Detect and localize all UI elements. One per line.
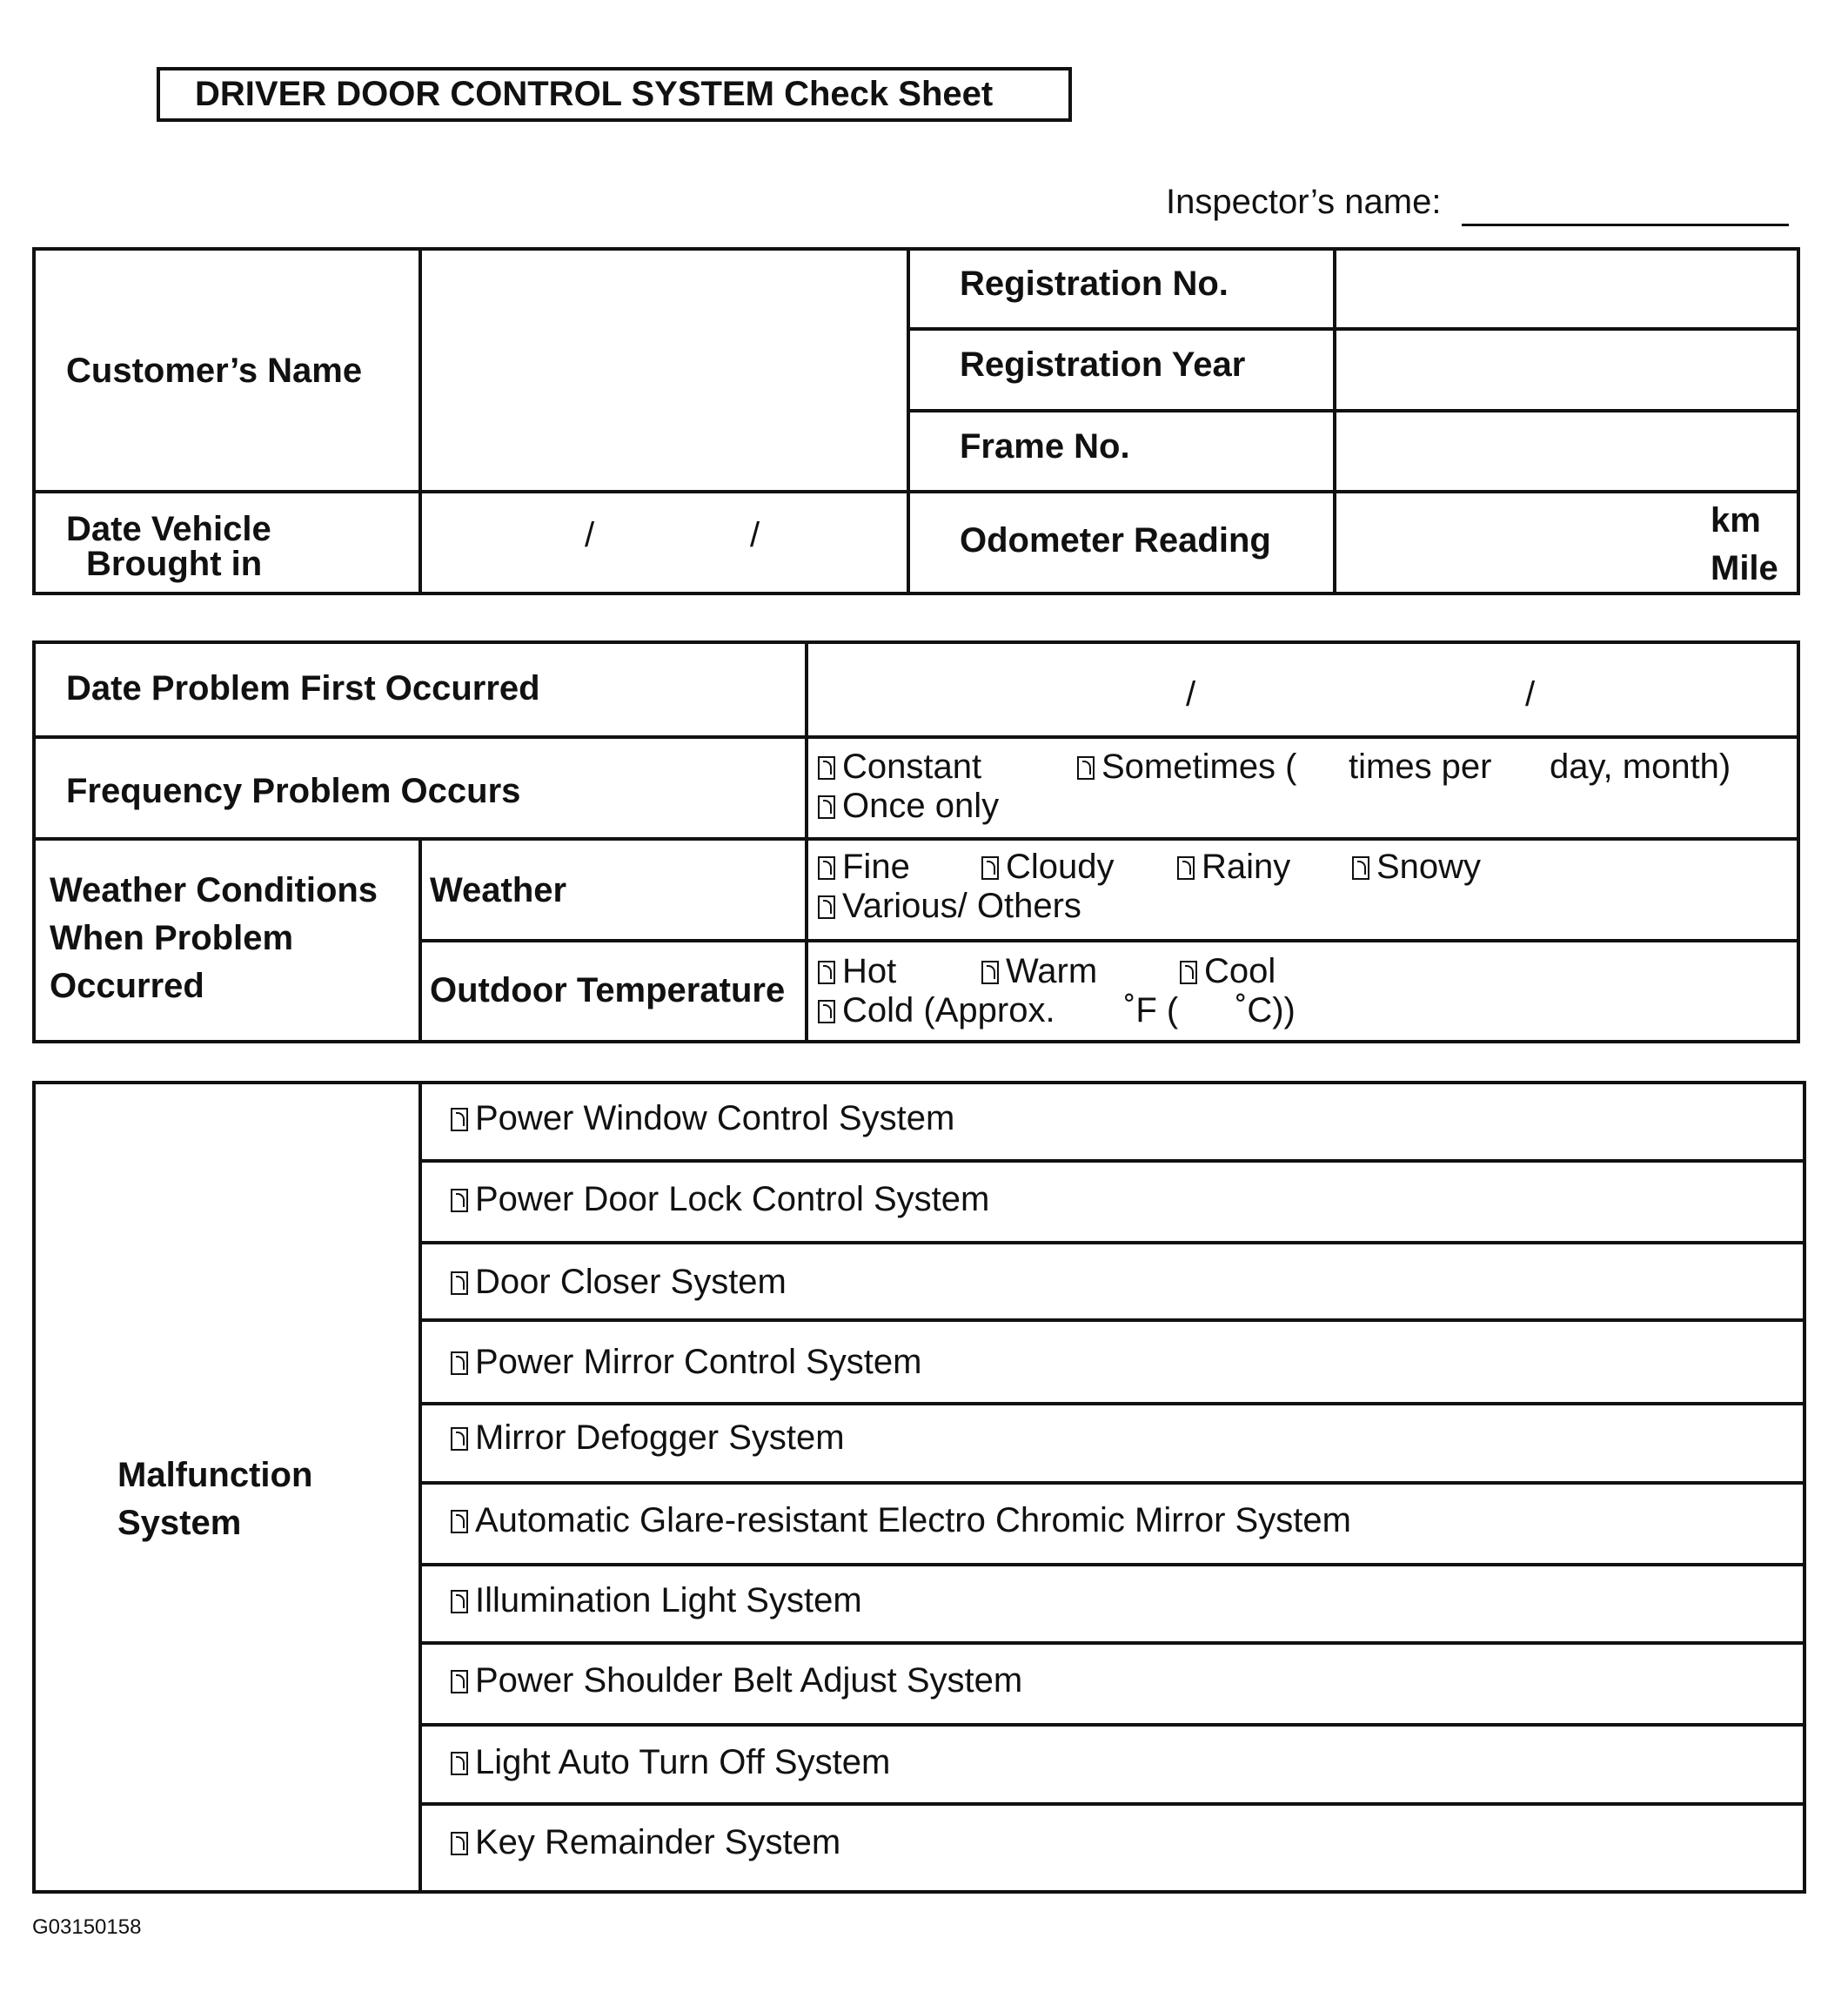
weather-fine-option[interactable] — [818, 847, 910, 887]
freq-constant-option[interactable] — [818, 747, 981, 787]
malfunction-item[interactable] — [451, 1660, 1022, 1700]
date-brought-field[interactable] — [425, 495, 901, 591]
divider — [805, 640, 808, 1043]
freq-day-month-text: day, month) — [1550, 748, 1731, 786]
divider — [32, 735, 1800, 739]
checkbox-icon[interactable] — [818, 1000, 835, 1023]
frame-no-label: Frame No. — [960, 427, 1130, 466]
malfunction-item[interactable] — [451, 1262, 787, 1302]
checkbox-icon[interactable] — [1077, 756, 1095, 780]
checkbox-icon[interactable] — [818, 961, 835, 984]
divider — [32, 490, 1800, 493]
odometer-field[interactable] — [1339, 495, 1696, 591]
divider — [1333, 247, 1336, 595]
freq-times-per-text: times per — [1349, 748, 1492, 786]
malfunction-item[interactable] — [451, 1822, 840, 1862]
divider — [418, 1159, 1806, 1163]
item-label: Power Window Control System — [475, 1099, 955, 1137]
frame-no-field[interactable] — [1339, 414, 1795, 489]
checkbox-icon[interactable] — [818, 756, 835, 780]
date-separator: / — [750, 516, 760, 554]
option-label: Fine — [842, 848, 910, 886]
divider — [907, 327, 1800, 331]
option-label: Warm — [1006, 952, 1098, 990]
checkbox-icon[interactable] — [1177, 856, 1195, 880]
divider — [418, 1723, 1806, 1727]
checkbox-icon[interactable] — [1180, 961, 1197, 984]
weather-various-option[interactable] — [818, 886, 1081, 926]
malfunction-item[interactable] — [451, 1500, 1351, 1540]
divider — [418, 1802, 1806, 1806]
odometer-label: Odometer Reading — [960, 521, 1271, 560]
divider — [418, 1318, 1806, 1322]
item-label: Mirror Defogger System — [475, 1418, 845, 1457]
option-label: Once only — [842, 787, 1000, 825]
date-separator: / — [1186, 675, 1196, 714]
weather-rainy-option[interactable] — [1177, 847, 1290, 887]
checkbox-icon[interactable] — [451, 1189, 468, 1212]
malfunction-item[interactable] — [451, 1179, 989, 1219]
divider — [418, 1402, 1806, 1405]
temp-cold-option[interactable] — [818, 990, 1055, 1030]
divider — [418, 1481, 1806, 1485]
temp-warm-option[interactable] — [981, 951, 1097, 991]
checkbox-icon[interactable] — [451, 1832, 468, 1855]
registration-no-field[interactable] — [1339, 252, 1795, 325]
item-label: Light Auto Turn Off System — [475, 1743, 891, 1781]
checkbox-icon[interactable] — [451, 1271, 468, 1295]
item-label: Automatic Glare-resistant Electro Chromic Mirror System — [475, 1501, 1351, 1539]
option-label: Hot — [842, 952, 897, 990]
unit-km: km — [1711, 501, 1761, 540]
divider — [418, 1563, 1806, 1566]
checkbox-icon[interactable] — [981, 961, 999, 984]
malfunction-item[interactable] — [451, 1098, 954, 1138]
checkbox-icon[interactable] — [451, 1590, 468, 1613]
checkbox-icon[interactable] — [451, 1108, 468, 1131]
weather-conditions-label-line2: When Problem — [50, 919, 294, 957]
freq-once-option[interactable] — [818, 786, 999, 826]
inspector-name-field[interactable] — [1462, 224, 1789, 226]
option-label: Constant — [842, 748, 982, 786]
page-title: DRIVER DOOR CONTROL SYSTEM Check Sheet — [195, 75, 994, 113]
weather-conditions-label-line1: Weather Conditions — [50, 871, 378, 909]
inspector-label: Inspector’s name: — [1166, 183, 1442, 221]
weather-cloudy-option[interactable] — [981, 847, 1115, 887]
outdoor-temperature-label: Outdoor Temperature — [430, 971, 786, 1009]
malfunction-item[interactable] — [451, 1418, 845, 1458]
weather-snowy-option[interactable] — [1352, 847, 1481, 887]
title-box — [157, 67, 1072, 122]
divider — [418, 939, 1800, 942]
registration-no-label: Registration No. — [960, 265, 1229, 303]
registration-year-field[interactable] — [1339, 332, 1795, 407]
malfunction-item[interactable] — [451, 1342, 921, 1382]
divider — [418, 1641, 1806, 1645]
weather-conditions-label-line3: Occurred — [50, 967, 204, 1005]
date-separator: / — [585, 516, 595, 554]
option-label: Snowy — [1376, 848, 1482, 886]
checkbox-icon[interactable] — [451, 1510, 468, 1533]
divider — [907, 409, 1800, 412]
temp-celsius-text: ˚C)) — [1235, 991, 1296, 1029]
checkbox-icon[interactable] — [818, 895, 835, 919]
malfunction-label-line1: Malfunction — [117, 1456, 313, 1494]
malfunction-item[interactable] — [451, 1742, 890, 1782]
unit-mile: Mile — [1711, 549, 1778, 587]
date-brought-label-line1: Date Vehicle — [66, 510, 271, 548]
customer-name-label: Customer’s Name — [66, 352, 363, 390]
item-label: Power Mirror Control System — [475, 1343, 922, 1381]
option-label: Cool — [1204, 952, 1276, 990]
checkbox-icon[interactable] — [1352, 856, 1369, 880]
figure-code: G03150158 — [32, 1915, 142, 1939]
option-label: Cloudy — [1006, 848, 1115, 886]
checkbox-icon[interactable] — [818, 856, 835, 880]
item-label: Door Closer System — [475, 1263, 787, 1301]
checkbox-icon[interactable] — [818, 795, 835, 819]
date-first-occurred-label: Date Problem First Occurred — [66, 669, 540, 707]
date-brought-label-line2: Brought in — [86, 545, 263, 583]
weather-label: Weather — [430, 871, 567, 909]
divider — [907, 247, 910, 595]
temp-fahrenheit-text: ˚F ( — [1124, 991, 1179, 1029]
malfunction-label-line2: System — [117, 1504, 242, 1542]
date-separator: / — [1525, 675, 1536, 714]
item-label: Key Remainder System — [475, 1823, 841, 1861]
option-label: Sometimes ( — [1101, 748, 1297, 786]
customer-name-field[interactable] — [425, 252, 901, 487]
divider — [32, 837, 1800, 841]
frequency-label: Frequency Problem Occurs — [66, 772, 521, 810]
divider — [418, 247, 422, 595]
checkbox-icon[interactable] — [451, 1752, 468, 1775]
malfunction-item[interactable] — [451, 1580, 862, 1620]
date-first-occurred-field[interactable] — [811, 646, 1794, 733]
option-label: Cold (Approx. — [842, 991, 1055, 1029]
option-label: Rainy — [1202, 848, 1291, 886]
checkbox-icon[interactable] — [981, 856, 999, 880]
divider — [418, 1241, 1806, 1244]
freq-sometimes-option[interactable] — [1077, 747, 1297, 787]
item-label: Power Door Lock Control System — [475, 1180, 990, 1218]
item-label: Illumination Light System — [475, 1581, 862, 1619]
checkbox-icon[interactable] — [451, 1670, 468, 1693]
temp-hot-option[interactable] — [818, 951, 896, 991]
checkbox-icon[interactable] — [451, 1427, 468, 1451]
checkbox-icon[interactable] — [451, 1351, 468, 1375]
divider — [418, 1081, 422, 1894]
option-label: Various/ Others — [842, 887, 1081, 925]
registration-year-label: Registration Year — [960, 345, 1246, 384]
item-label: Power Shoulder Belt Adjust System — [475, 1661, 1023, 1700]
temp-cool-option[interactable] — [1180, 951, 1276, 991]
